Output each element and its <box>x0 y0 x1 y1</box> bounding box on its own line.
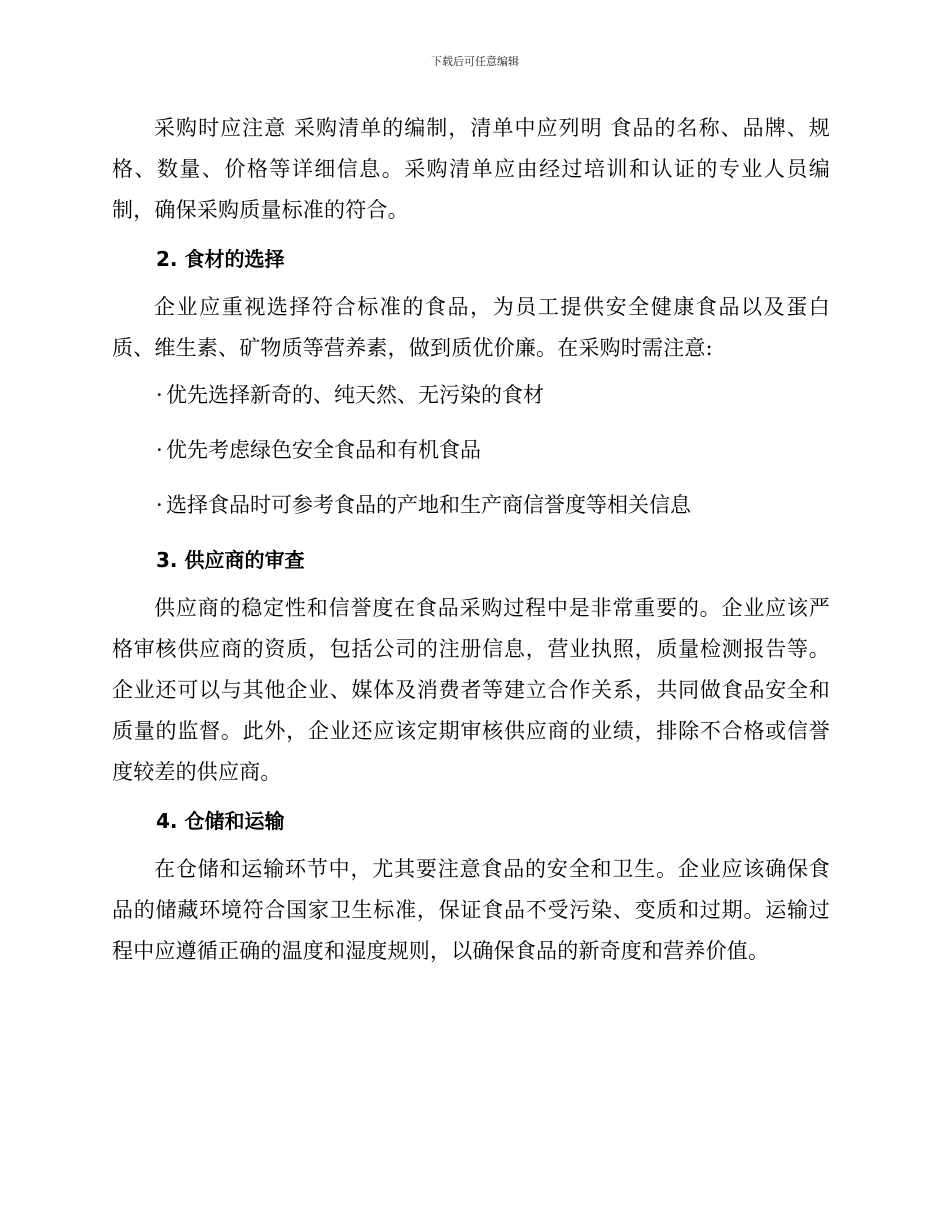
bullet-text: 优先考虑绿色安全食品和有机食品 <box>166 438 481 462</box>
section-3-heading: 3. 供应商的审查 <box>156 548 305 572</box>
section-2-paragraph: 企业应重视选择符合标准的食品，为员工提供安全健康食品以及蛋白质、维生素、矿物质等营养素，做到质优价廉。在采购时需注意: <box>112 295 830 360</box>
intro-paragraph: 采购时应注意 采购清单的编制，清单中应列明 食品的名称、品牌、规格、数量、价格等详细信息。采购清单应由经过培训和认证的专业人员编制，确保采购质量标准的符合。 <box>112 116 830 222</box>
bullet-text: 选择食品时可参考食品的产地和生产商信誉度等相关信息 <box>166 493 691 517</box>
bullet-item <box>156 375 830 416</box>
section-4-paragraph: 在仓储和运输环节中，尤其要注意食品的安全和卫生。企业应该确保食品的储藏环境符合国家卫生标准，保证食品不受污染、变质和过期。运输过程中应遵循正确的温度和湿度规则，以确保食品的新奇度和营养价值。 <box>112 857 830 963</box>
bullet-marker: · <box>156 438 163 462</box>
section-4-heading: 4. 仓储和运输 <box>156 809 285 833</box>
bullet-marker: · <box>156 493 163 517</box>
bullet-text: 优先选择新奇的、纯天然、无污染的食材 <box>166 383 544 407</box>
bullet-item <box>156 485 830 526</box>
document-body <box>112 108 830 978</box>
bullet-item <box>156 430 830 471</box>
section-2-bullet-list <box>112 375 830 526</box>
section-2-heading: 2. 食材的选择 <box>156 247 285 271</box>
bullet-marker: · <box>156 383 163 407</box>
section-3-paragraph: 供应商的稳定性和信誉度在食品采购过程中是非常重要的。企业应该严格审核供应商的资质，包括公司的注册信息，营业执照，质量检测报告等。企业还可以与其他企业、媒体及消费者等建立合作关系，共同做食品安全和质量的监督。此外，企业还应该定期审核供应商的业绩，排除不合格或信誉度较差的供应商。 <box>112 596 830 784</box>
page-header: 下载后可任意编辑 <box>431 55 519 68</box>
